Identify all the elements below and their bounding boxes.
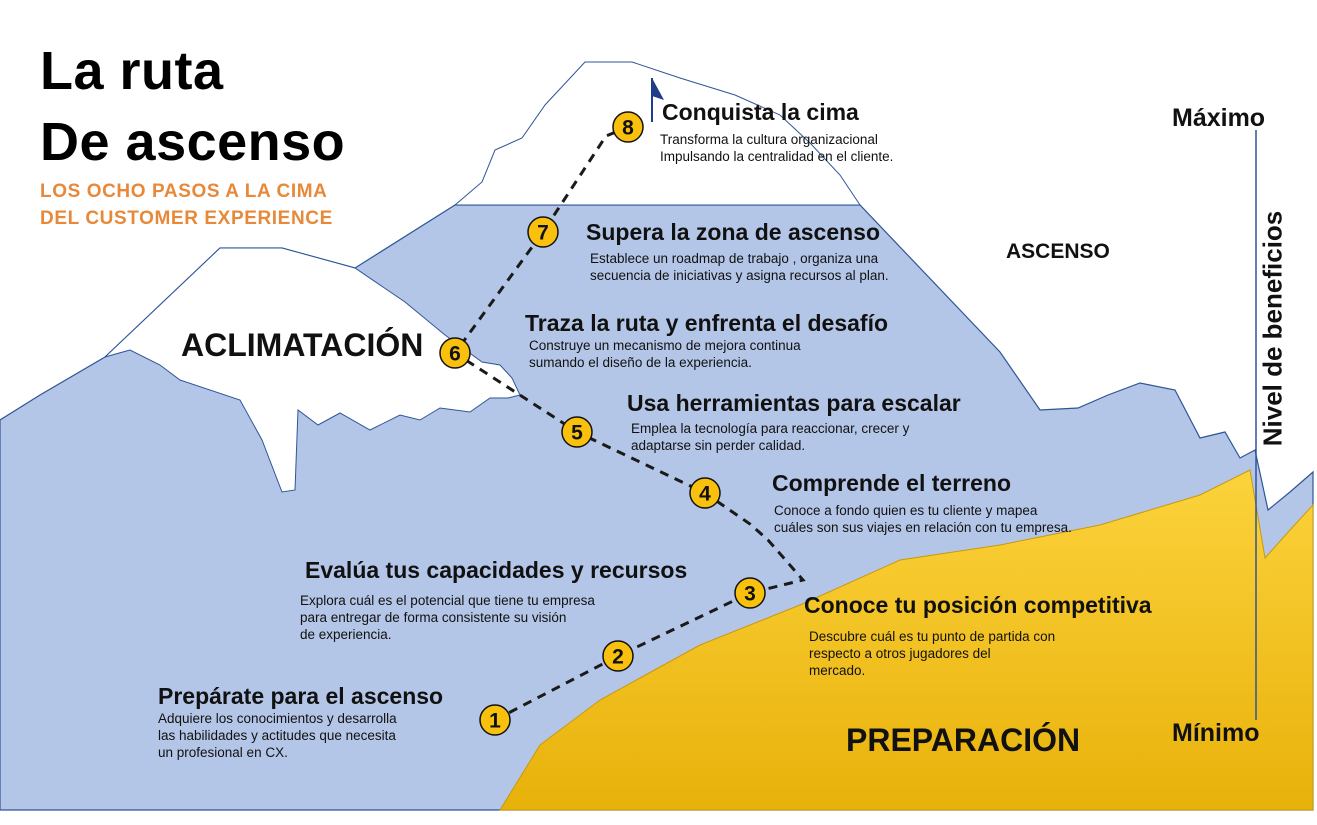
zone-label-aclimatacion: ACLIMATACIÓN bbox=[181, 327, 424, 363]
step-badge-8[interactable] bbox=[613, 112, 643, 142]
step-8-title: Conquista la cima bbox=[662, 99, 859, 125]
svg-text:5: 5 bbox=[571, 421, 583, 445]
step-badge-7[interactable] bbox=[528, 217, 558, 247]
step-badge-3[interactable] bbox=[735, 578, 765, 608]
step-8-description: Transforma la cultura organizacional Impulsando la centralidad en el cliente. bbox=[660, 132, 894, 164]
step-4-title: Comprende el terreno bbox=[772, 470, 1011, 496]
step-badge-6[interactable] bbox=[440, 338, 470, 368]
svg-text:3: 3 bbox=[744, 582, 756, 606]
page-title-line2: De ascenso bbox=[40, 112, 346, 172]
svg-text:7: 7 bbox=[537, 221, 549, 245]
svg-text:6: 6 bbox=[449, 342, 461, 366]
step-7-title: Supera la zona de ascenso bbox=[586, 219, 881, 245]
svg-text:8: 8 bbox=[622, 116, 634, 140]
step-4-description: Conoce a fondo quien es tu cliente y mapea cuáles son sus viajes en relación con tu empresa. bbox=[774, 503, 1072, 535]
svg-text:4: 4 bbox=[699, 482, 711, 506]
step-badge-1[interactable] bbox=[480, 705, 510, 735]
step-5-title: Usa herramientas para escalar bbox=[627, 390, 961, 416]
step-6-description: Construye un mecanismo de mejora continua sumando el diseño de la experiencia. bbox=[529, 338, 801, 370]
step-3-description: Explora cuál es el potencial que tiene tu empresa para entregar de forma consistente su visión de experiencia. bbox=[300, 593, 595, 642]
step-1-title: Prepárate para el ascenso bbox=[158, 683, 444, 709]
zone-label-preparacion: PREPARACIÓN bbox=[846, 722, 1081, 758]
subtitle-line2: DEL CUSTOMER EXPERIENCE bbox=[40, 208, 333, 229]
zone-label-ascenso: ASCENSO bbox=[1006, 240, 1110, 263]
step-1-description: Adquiere los conocimientos y desarrolla las habilidades y actitudes que necesita un profesional en CX. bbox=[158, 711, 397, 760]
svg-text:1: 1 bbox=[489, 709, 501, 733]
step-badge-2[interactable] bbox=[603, 641, 633, 671]
page-title-line1: La ruta bbox=[40, 41, 224, 101]
step-6-title: Traza la ruta y enfrenta el desafío bbox=[525, 310, 889, 336]
step-3-title: Evalúa tus capacidades y recursos bbox=[305, 557, 688, 583]
step-5-description: Emplea la tecnología para reaccionar, crecer y adaptarse sin perder calidad. bbox=[631, 421, 910, 453]
subtitle-line1: LOS OCHO PASOS A LA CIMA bbox=[40, 181, 328, 202]
step-badge-4[interactable] bbox=[690, 478, 720, 508]
step-badge-5[interactable] bbox=[562, 417, 592, 447]
scale-min-label: Mínimo bbox=[1172, 719, 1260, 747]
step-2-description: Descubre cuál es tu punto de partida con respecto a otros jugadores del mercado. bbox=[809, 629, 1056, 678]
step-2-title: Conoce tu posición competitiva bbox=[804, 592, 1152, 618]
scale-axis-label: Nivel de beneficios bbox=[1257, 210, 1288, 447]
scale-max-label: Máximo bbox=[1172, 104, 1266, 132]
step-7-description: Establece un roadmap de trabajo , organiza una secuencia de iniciativas y asigna recursos al plan. bbox=[590, 251, 889, 283]
svg-text:2: 2 bbox=[612, 645, 624, 669]
